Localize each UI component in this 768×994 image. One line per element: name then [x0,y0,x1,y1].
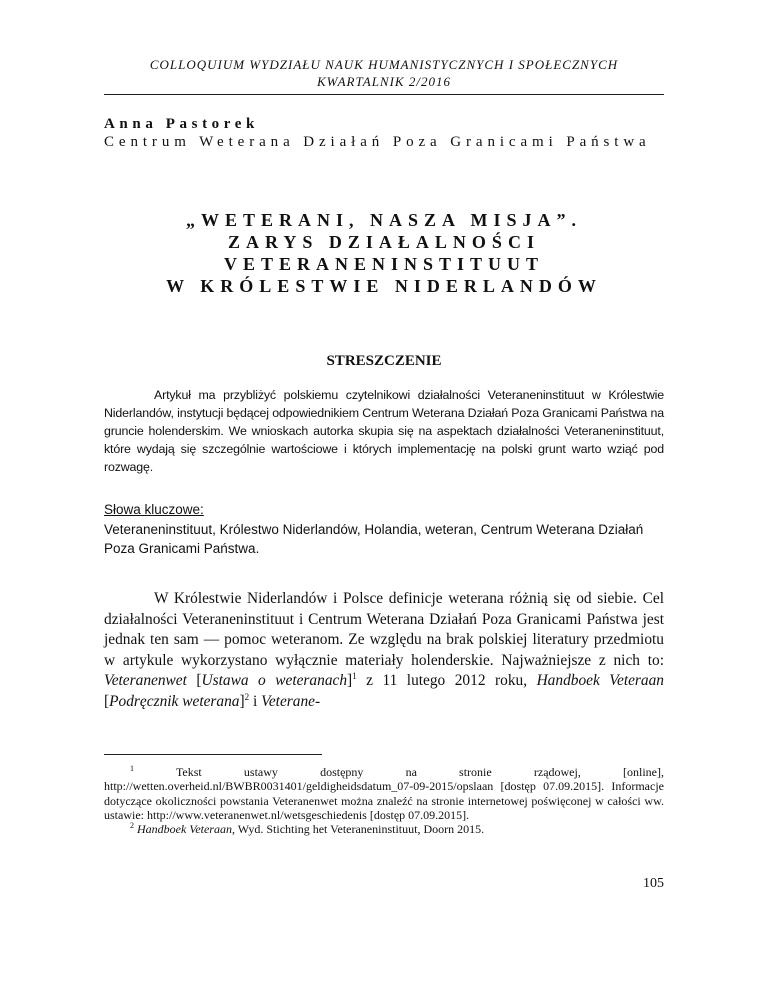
title-line: ZARYS DZIAŁALNOŚCI [228,232,540,252]
footnote-2 [104,822,664,836]
keywords-label: Słowa kluczowe: [104,502,204,517]
abstract-heading: STRESZCZENIE [326,353,442,369]
footnote-mark: 1 [130,764,134,773]
page-number: 105 [643,876,664,891]
journal-title: COLLOQUIUM WYDZIAŁU NAUK HUMANISTYCZNYCH I SPOŁECZNYCH [149,57,619,72]
article-title [104,209,664,297]
footnote-rule [104,754,322,755]
body-text-run: [ [186,672,202,690]
header-rule [104,94,664,95]
body-text-run: i [249,692,262,710]
body-italic-run: Handboek Veteraan [536,672,665,690]
body-italic-run: Podręcznik weterana [109,692,240,710]
keywords-text: Veteraneninstituut, Królestwo Niderlandów, Holandia, weteran, Centrum Weterana Działań Poza Granicami Państwa. [104,522,644,556]
journal-header [104,56,664,90]
footnote-ref-1[interactable]: 1 [352,671,357,682]
title-line: „WETERANI, NASZA MISJA”. [185,210,583,230]
footnote-italic: Handboek Veteraan [134,822,232,837]
journal-issue: KWARTALNIK 2/2016 [317,74,451,89]
abstract-text: Artykuł ma przybliżyć polskiemu czytelnikowi działalności Veteraneninstituut w Królestwie Niderlandów, instytucji będącej odpowiednikiem Centrum Weterana Działań Poza Granicami Państwa na gruncie holenderskim. We wnioskach autorka skupia się na aspektach działalności Veteraneninstituut, które wydają się szczególnie wartościowe i których implementację na polski grunt warto wziąć pod rozwagę. [104,388,664,474]
body-italic-run: Veteranenwet [104,672,187,690]
body-text-run: ] [239,692,245,710]
author-name: Anna Pastorek [104,116,259,132]
body-text-run: [ [104,692,110,710]
footnotes [104,765,664,836]
body-text-run: ] [347,672,353,690]
body-paragraph [104,589,664,713]
footnote-1 [104,765,664,822]
author-affiliation: Centrum Weterana Działań Poza Granicami Państwa [104,134,651,150]
body-text-run: z 11 lutego 2012 roku, [356,672,537,690]
footnote-ref-2[interactable]: 2 [244,691,250,702]
body-italic-run: Ustawa o weteranach [201,672,348,690]
footnote-mark: 2 [130,821,134,831]
footnote-text: Tekst ustawy dostępny na stronie rządowej, [online], http://wetten.overheid.nl/BWBR0031401/geldigheidsdatum_07-09-2015/opslaan [dostęp 07.09.2015]. Informacje dotyczące okoliczności powstania Veteranenwet można znaleźć na stronie internetowej poświęconej w całości ww. ustawie: http://www.veteranenwet.nl/wetsgeschiedenis [dostęp 07.09.2015]. [104,765,664,822]
body-italic-run: Veterane- [261,692,321,710]
title-line: W KRÓLESTWIE NIDERLANDÓW [166,276,602,296]
body-text-run: W Królestwie Niderlandów i Polsce definicje weterana różnią się od siebie. Cel działalności Veteraneninstituut i Centrum Weterana Działań Poza Granicami Państwa jest jednak ten sam — pomoc weteranom. Ze względu na brak polskiej literatury przedmiotu w artykule wykorzystano wyłącznie materiały holenderskie. Najważniejsze z nich to: [104,590,664,669]
footnote-text: , Wyd. Stichting het Veteraneninstituut, Doorn 2015. [231,822,485,837]
title-line: VETERANENINSTITUUT [223,254,545,274]
